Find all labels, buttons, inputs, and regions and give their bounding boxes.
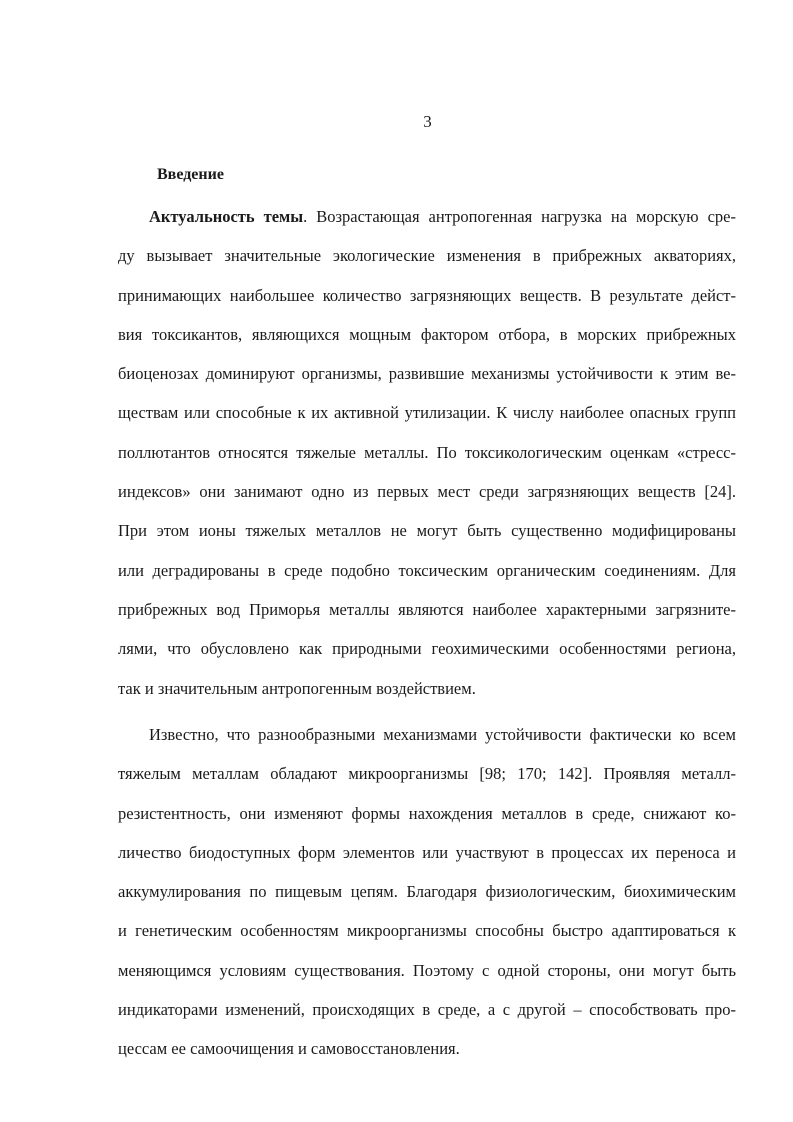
paragraph-line: так и значительным антропогенным воздействием.: [118, 678, 476, 698]
paragraph-line: ду вызывает значительные экологические изменения в прибрежных акваториях,: [118, 246, 736, 266]
paragraph-line: При этом ионы тяжелых металлов не могут быть существенно модифицированы: [118, 521, 736, 541]
paragraph-line: меняющимся условиям существования. Поэтому с одной стороны, они могут быть: [118, 960, 736, 980]
paragraph-line: лями, что обусловлено как природными геохимическими особенностями региона,: [118, 639, 736, 659]
paragraph-line: Известно, что разнообразными механизмами устойчивости фактически ко всем: [149, 725, 736, 744]
section-heading: Введение: [157, 166, 224, 183]
paragraph-lead: Актуальность темы: [149, 207, 304, 226]
paragraph-line: поллютантов относятся тяжелые металлы. По токсикологическим оценкам «стресс-: [118, 442, 736, 462]
paragraph-line: биоценозах доминируют организмы, развившие механизмы устойчивости к этим ве-: [118, 364, 736, 384]
paragraph-line: тяжелым металлам обладают микроорганизмы [98; 170; 142]. Проявляя металл-: [118, 764, 736, 784]
paragraph-line: личество биодоступных форм элементов или участвуют в процессах их переноса и: [118, 842, 736, 862]
paragraph-microorganisms: [118, 715, 736, 1069]
page-number: 3: [423, 112, 432, 131]
paragraph-line: [118, 197, 736, 236]
paragraph-line: аккумулирования по пищевым цепям. Благодаря физиологическим, биохимическим: [118, 882, 736, 902]
paragraph-line: индексов» они занимают одно из первых мест среди загрязняющих веществ [24].: [118, 482, 736, 502]
paragraph-line: индикаторами изменений, происходящих в среде, а с другой – способствовать про-: [118, 1000, 736, 1020]
paragraph-line: прибрежных вод Приморья металлы являются наиболее характерными загрязните-: [118, 599, 736, 619]
paragraph-line: и генетическим особенностям микроорганизмы способны быстро адаптироваться к: [118, 921, 736, 941]
paragraph-line: ществам или способные к их активной утилизации. К числу наиболее опасных групп: [118, 403, 736, 423]
paragraph-line: цессам ее самоочищения и самовосстановления.: [118, 1039, 460, 1059]
paragraph-line: или деградированы в среде подобно токсическим органическим соединениям. Для: [118, 560, 736, 580]
paragraph-relevance: [118, 197, 736, 708]
paragraph-line: вия токсикантов, являющихся мощным фактором отбора, в морских прибрежных: [118, 324, 736, 344]
paragraph-line: принимающих наибольшее количество загрязняющих веществ. В результате дейст-: [118, 285, 736, 305]
paragraph-line-text: . Возрастающая антропогенная нагрузка на морскую сре-: [303, 207, 736, 226]
paragraph-line: резистентность, они изменяют формы нахождения металлов в среде, снижают ко-: [118, 803, 736, 823]
